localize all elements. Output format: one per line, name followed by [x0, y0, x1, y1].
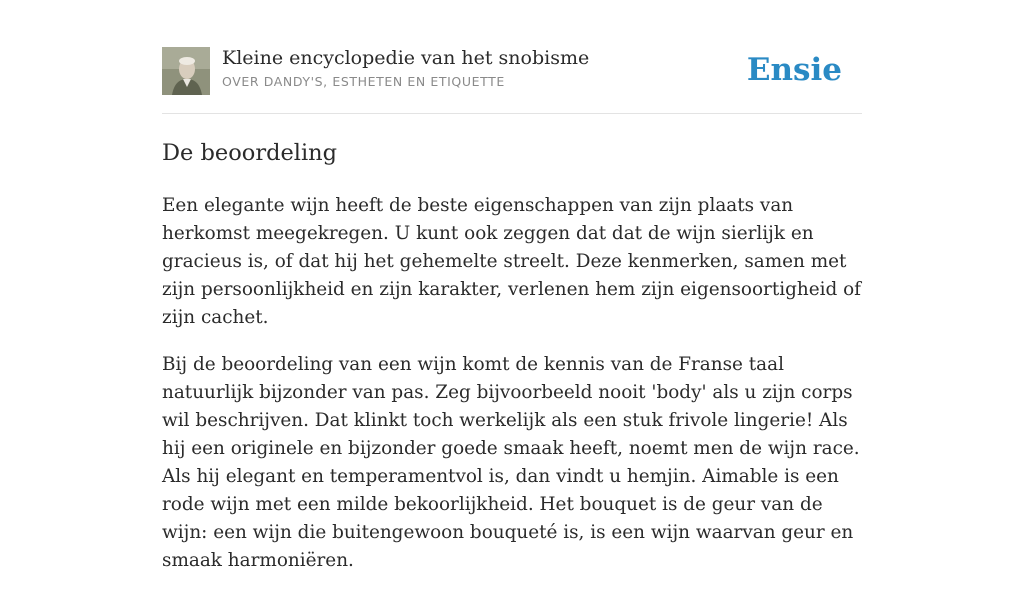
- site-title[interactable]: Kleine encyclopedie van het snobisme: [222, 47, 590, 69]
- header-divider: [162, 113, 862, 114]
- brand-logo[interactable]: Ensie: [746, 52, 842, 88]
- article: [162, 137, 862, 594]
- site-header: [162, 46, 862, 96]
- author-avatar[interactable]: [162, 47, 210, 95]
- article-paragraph: Bij de beoordeling van een wijn komt de kennis van de Franse taal natuurlijk bijzonder van pas. Zeg bijvoorbeeld nooit 'body' als u zijn corps wil beschrijven. Dat klinkt toch werkelijk als een stuk frivole lingerie! Als hij een originele en bijzonder goede smaak heeft, noemt men de wijn race. Als hij elegant en temperamentvol is, dan vindt u hemjin. Aimable is een rode wijn met een milde bekoorlijkheid. Het bouquet is de geur van de wijn: een wijn die buitengewoon bouqueté is, is een wijn waarvan geur en smaak harmoniëren.: [162, 354, 860, 571]
- article-title: De beoordeling: [162, 140, 338, 166]
- site-subtitle: OVER DANDY'S, ESTHETEN EN ETIQUETTE: [222, 74, 505, 89]
- article-paragraph: Een elegante wijn heeft de beste eigenschappen van zijn plaats van herkomst meegekregen. U kunt ook zeggen dat dat de wijn sierlijk en gracieus is, of dat hij het gehemelte streelt. Deze kenmerken, samen met zijn persoonlijkheid en zijn karakter, verlenen hem zijn eigensoortigheid of zijn cachet.: [162, 195, 861, 328]
- avatar-image: [162, 47, 210, 95]
